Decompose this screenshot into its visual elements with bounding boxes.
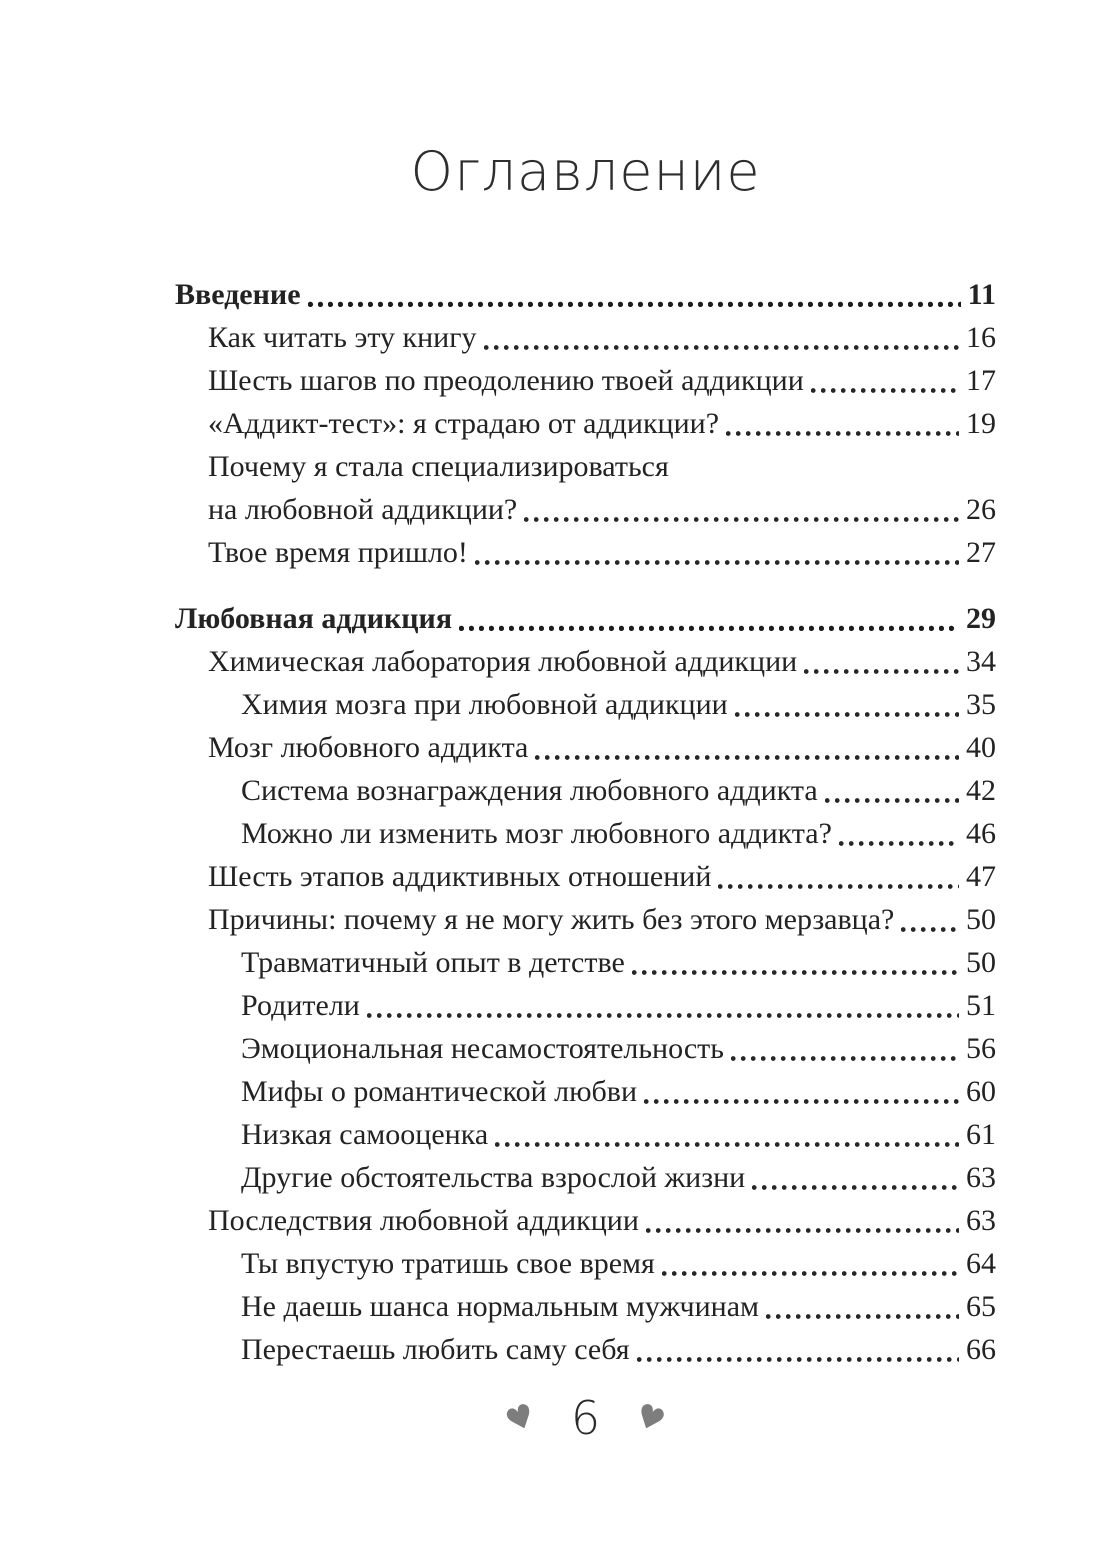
toc-entry-page: 65 — [966, 1290, 996, 1323]
toc-entry-label: Можно ли изменить мозг любовного аддикта? — [241, 817, 832, 850]
toc-entry-page: 63 — [966, 1161, 996, 1194]
toc-entry — [175, 941, 996, 984]
toc-entry-label: Последствия любовной аддикции — [208, 1204, 639, 1237]
toc-entry-label: «Аддикт-тест»: я страдаю от аддикции? — [208, 407, 720, 440]
toc-entry-page: 40 — [966, 731, 996, 764]
toc-entry-label: Система вознаграждения любовного аддикта — [241, 774, 818, 807]
toc-entry-label: Мифы о романтической любви — [241, 1075, 638, 1108]
toc-entry-label: Травматичный опыт в детстве — [241, 946, 625, 979]
toc-entry-page: 35 — [966, 688, 996, 721]
toc-entry-label: Химическая лаборатория любовной аддикции — [208, 645, 798, 678]
toc-entry — [175, 1113, 996, 1156]
toc-entry-label: Другие обстоятельства взрослой жизни — [241, 1161, 746, 1194]
toc-entry-label: Не даешь шанса нормальным мужчинам — [241, 1290, 759, 1323]
toc-entry — [175, 769, 996, 812]
toc-entry — [175, 1027, 996, 1070]
toc-entry-label: Причины: почему я не могу жить без этого мерзавца? — [208, 903, 895, 936]
toc-entry-page: 47 — [966, 860, 996, 893]
toc-entry-page: 11 — [967, 278, 996, 311]
toc-entry-page: 27 — [966, 536, 996, 569]
toc-entry — [175, 855, 996, 898]
toc-entry — [175, 812, 996, 855]
toc-entry — [175, 1328, 996, 1371]
toc-entry — [175, 488, 996, 531]
dot-leader — [644, 1094, 959, 1104]
toc-entry-page: 26 — [966, 493, 996, 526]
toc-entry-page: 50 — [966, 946, 996, 979]
toc-entry-label: Любовная аддикция — [175, 602, 453, 635]
toc-entry-label: Шесть шагов по преодолению твоей аддикции — [208, 364, 804, 397]
toc-entry-page: 51 — [966, 989, 996, 1022]
toc-entry — [175, 640, 996, 683]
dot-leader — [825, 793, 959, 803]
toc-entry-label: Родители — [241, 989, 360, 1022]
dot-leader — [901, 922, 959, 932]
toc-entry — [175, 1199, 996, 1242]
toc-entry-page: 29 — [966, 602, 996, 635]
toc-entry — [175, 683, 996, 726]
toc-entry — [175, 597, 996, 640]
toc-entry — [175, 1070, 996, 1113]
toc-entry — [175, 1285, 996, 1328]
toc-entry-page: 16 — [966, 321, 996, 354]
dot-leader — [726, 426, 959, 436]
dot-leader — [308, 297, 961, 307]
dot-leader — [632, 965, 959, 975]
dot-leader — [495, 1137, 959, 1147]
toc-entry-page: 19 — [966, 407, 996, 440]
dot-leader — [766, 1309, 959, 1319]
toc-entry-page: 61 — [966, 1118, 996, 1151]
toc-entry-label: Почему я стала специализироваться — [208, 450, 669, 483]
toc-entry-label: Твое время пришло! — [208, 536, 468, 569]
dot-leader — [731, 1051, 959, 1061]
toc-entry-label: Эмоциональная несамостоятельность — [241, 1032, 724, 1065]
toc-entry-label: Как читать эту книгу — [208, 321, 477, 354]
dot-leader — [735, 707, 959, 717]
toc-entry-page: 46 — [966, 817, 996, 850]
toc-entry-label: Введение — [175, 278, 301, 311]
toc-entry-page: 63 — [966, 1204, 996, 1237]
toc-entry — [175, 402, 996, 445]
page-title: Оглавление — [410, 140, 761, 203]
toc-entry — [175, 273, 996, 316]
dot-leader — [811, 383, 959, 393]
toc-entry-label: Перестаешь любить саму себя — [241, 1333, 630, 1366]
toc-entry-page: 60 — [966, 1075, 996, 1108]
toc-entry — [175, 359, 996, 402]
toc-entry — [175, 445, 996, 488]
dot-leader — [752, 1180, 959, 1190]
dot-leader — [662, 1266, 959, 1276]
toc-entry — [175, 316, 996, 359]
dot-leader — [839, 836, 959, 846]
toc-entry — [175, 1242, 996, 1285]
dot-leader — [718, 879, 959, 889]
dot-leader — [804, 664, 959, 674]
dot-leader — [367, 1008, 959, 1018]
toc-entry-page: 42 — [966, 774, 996, 807]
dot-leader — [637, 1352, 959, 1362]
toc-entry — [175, 531, 996, 574]
toc-list — [175, 273, 996, 1371]
dot-leader — [646, 1223, 959, 1233]
toc-entry-label: Мозг любовного аддикта — [208, 731, 529, 764]
dot-leader — [475, 555, 959, 565]
toc-entry-page: 17 — [966, 364, 996, 397]
toc-entry-label: Химия мозга при любовной аддикции — [241, 688, 728, 721]
toc-entry-label: Шесть этапов аддиктивных отношений — [208, 860, 712, 893]
dot-leader — [459, 621, 959, 631]
folio-page-number: 6 — [570, 1391, 601, 1445]
toc-entry-label: Ты впустую тратишь свое время — [241, 1247, 655, 1280]
toc-entry — [175, 898, 996, 941]
toc-entry-label: на любовной аддикции? — [208, 493, 518, 526]
dot-leader — [535, 750, 959, 760]
toc-entry-page: 64 — [966, 1247, 996, 1280]
toc-entry-page: 34 — [966, 645, 996, 678]
toc-entry — [175, 1156, 996, 1199]
heart-left-icon: ♥ — [500, 1395, 541, 1441]
toc-entry-label: Низкая самооценка — [241, 1118, 489, 1151]
toc-entry-page: 56 — [966, 1032, 996, 1065]
toc-entry-page: 50 — [966, 903, 996, 936]
page-footer — [175, 1391, 996, 1445]
dot-leader — [484, 340, 959, 350]
toc-entry — [175, 984, 996, 1027]
toc-entry — [175, 726, 996, 769]
dot-leader — [524, 512, 959, 522]
toc-entry-page: 66 — [966, 1333, 996, 1366]
heart-right-icon: ♥ — [630, 1395, 671, 1441]
